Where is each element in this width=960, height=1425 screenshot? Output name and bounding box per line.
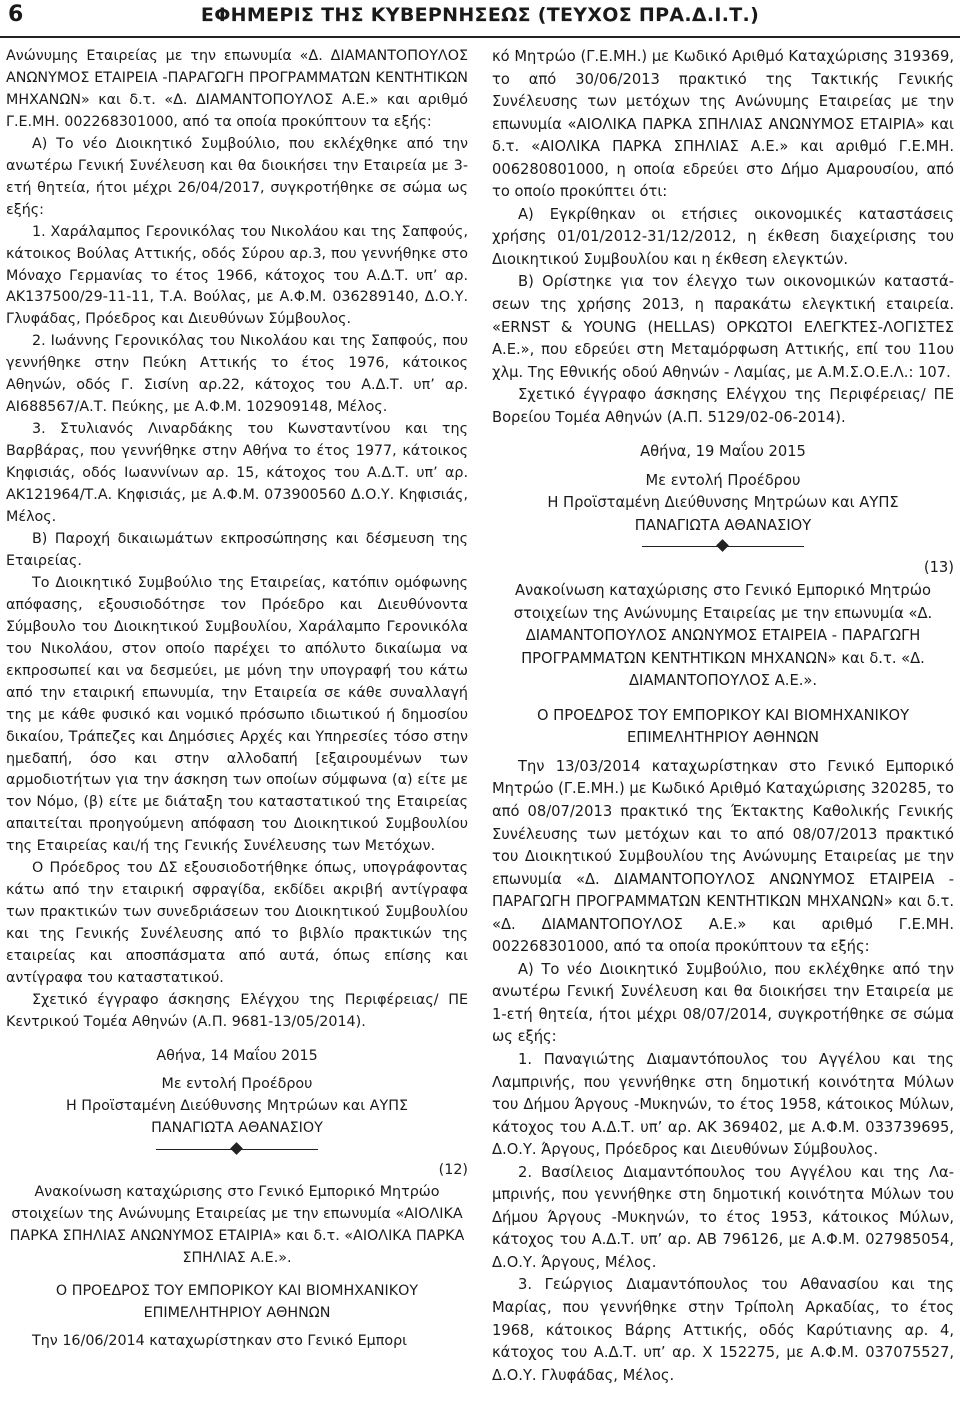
paragraph: Α) Το νέο Διοικητικό Συμβούλιο, που εκλέχθηκε από την ανωτέρω Γενική Συνέλευση και θα διοικήσει την Εταιρεία με 1-ετή θητεία, ήτοι μέχρι 08/07/2014, συγκροτήθηκε σε σώμα ως εξής: — [492, 960, 954, 1046]
paragraph: Β) Παροχή δικαιωμάτων εκπροσώπησης και δέσμευση της Εταιρείας. — [6, 530, 468, 569]
paragraph: Την 16/06/2014 καταχωρίστηκαν στο Γενικό Εμπορι — [32, 1333, 407, 1350]
signature-line: Με εντολή Προέδρου — [645, 471, 801, 489]
diamond-icon — [716, 540, 729, 553]
notice-heading: Ανακοίνωση καταχώρισης στο Γενικό Εμπορικό Μητρώο στοιχείων της Ανώνυμης Εταιρείας με την επωνυμία «ΑΙΟΛΙΚΑ ΠΑΡΚΑ ΣΠΗΛΙΑΣ ΑΝΩΝΥΜΟΣ ΕΤΑΙΡΙΑ» και δ.τ. «ΑΙΟΛΙΚΑ ΠΑΡΚΑ ΣΠΗΛΙΑΣ Α.Ε.». — [9, 1183, 465, 1266]
paragraph: Ανώνυμης Εταιρείας με την επωνυμία «Δ. ΔΙΑΜΑΝΤΟΠΟΥΛΟΣ ΑΝΩΝΥΜΟΣ ΕΤΑΙΡΕΙΑ -ΠΑΡΑΓΩΓΗ ΠΡΟΓΡΑΜΜΑΤΩΝ ΚΕΝΤΗΤΙΚΩΝ ΜΗΧΑΝΩΝ» και δ.τ. «Δ. ΔΙΑΜΑΝΤΟΠΟΥΛΟΣ Α.Ε.» και αριθμό Γ.Ε.ΜΗ. 002268301000, από τα οποία προκύπτουν τα εξής: — [6, 48, 468, 130]
signature-line: Η Προϊσταμένη Διεύθυνσης Μητρώων και ΑΥΠΣ — [66, 1097, 408, 1114]
paragraph: Α) Το νέο Διοικητικό Συμβούλιο, που εκλέχθηκε από την ανωτέρω Γενική Συνέλευση και θα διοικήσει την Εταιρεία με 3-ετή θητεία, ήτοι μέχρι 26/04/2017, συγκροτήθηκε σε σώμα ως εξής: — [6, 135, 468, 218]
paragraph: 3. Στυλιανός Λιναρδάκης του Κωνσταντίνου και της Βαρβάρας, που γεννήθηκε στην Αθήνα το έτος 1977, κάτοικος Κηφισιάς, οδός Ιωαννίνων αρ. 15, κάτοχος του Α.Δ.Τ. υπ’ αρ. ΑΚ121964/Τ.Α. Κηφισιάς, με Α.Φ.Μ. 073900560 Δ.Ο.Υ. Κηφισιάς, Μέλος. — [6, 421, 468, 526]
paragraph: Σχετικό έγγραφο άσκησης Ελέγχου της Περιφέρειας/ ΠΕ Κεντρικού Τομέα Αθηνών (Α.Π. 9681-13/05/2014). — [6, 991, 468, 1030]
chamber-title: ΕΠΙΜΕΛΗΤΗΡΙΟΥ ΑΘΗΝΩΝ — [627, 729, 819, 747]
right-column — [492, 46, 954, 1387]
signature-date: Αθήνα, 14 Μαΐου 2015 — [156, 1047, 318, 1064]
paragraph: 2. Ιωάννης Γερονικόλας του Νικολάου και της Σαπφούς, που γεννήθηκε στην Πεύκη Αττικής το έτος 1976, κάτοικος Αθηνών, οδός Γ. Σισίνη αρ.22, κάτοχος του Α.Δ.Τ. υπ’ αρ. ΑΙ688567/Α.Τ. Πεύκης, με Α.Φ.Μ. 102909148, Μέλος. — [6, 333, 468, 416]
paragraph: Α) Εγκρίθηκαν οι ετήσιες οικονομικές καταστάσεις χρήσης 01/01/2012-31/12/2012, η έκθεση διαχείρισης του Διοικητικού Συμβουλίου και η έκθεση ελεγκτών. — [492, 205, 954, 268]
chamber-title: Ο ΠΡΟΕΔΡΟΣ ΤΟΥ ΕΜΠΟΡΙΚΟΥ ΚΑΙ ΒΙΟΜΗΧΑΝΙΚΟΥ — [536, 706, 910, 724]
paragraph: 3. Γεώργιος Διαμαντόπουλος του Αθανασίου και της Μαρίας, που γεννήθηκε στην Τρίπολη Αρκαδίας, το έτος 1968, κάτοικος Βάρης Αττικής, οδός Καρύτιανης αρ. 4, κάτοχος του Α.Δ.Τ. υπ’ αρ. Χ 152275, με Α.Φ.Μ. 037075527, Δ.Ο.Υ. Γλυφάδας, Μέλος. — [492, 1276, 954, 1384]
paragraph: 2. Βασίλειος Διαμαντόπουλος του Αγγέλου και της Λαμπρινής, που γεννήθηκε στη δημοτική κοινότητα Μύλων του Δήμου Άργους -Μυκηνών, το έτος 1953, κάτοικος Μύλων, κάτοχος του Α.Δ.Τ. υπ’ αρ. ΑΒ 796126, με Α.Φ.Μ. 027985054, Δ.Ο.Υ. Άργους, Μέλος. — [492, 1163, 954, 1271]
paragraph: 1. Παναγιώτης Διαμαντόπουλος του Αγγέλου και της Λαμπρινής, που γεννήθηκε στη δημοτική κοινότητα Μύλων του Δήμου Άργους -Μυκηνών, το έτος 1958, κάτοικος Μύλων, κάτοχος του Α.Δ.Τ. υπ’ αρ. ΑΚ 369402, με Α.Φ.Μ. 033739695, Δ.Ο.Υ. Άργους, Πρόεδρος και Διευθύνων Σύμβουλος. — [492, 1050, 954, 1159]
notice-heading: Ανακοίνωση καταχώρισης στο Γενικό Εμπορικό Μητρώο στοιχείων της Ανώνυμης Εταιρείας με την επωνυμία «Δ. ΔΙΑΜΑΝΤΟΠΟΥΛΟΣ ΑΝΩΝΥΜΟΣ ΕΤΑΙΡΕΙΑ - ΠΑΡΑΓΩΓΗ ΠΡΟΓΡΑΜΜΑΤΩΝ ΚΕΝΤΗΤΙΚΩΝ ΜΗΧΑΝΩΝ» και δ.τ. «Δ. ΔΙΑΜΑΝΤΟΠΟΥΛΟΣ Α.Ε.». — [513, 582, 933, 690]
chamber-title: ΕΠΙΜΕΛΗΤΗΡΙΟΥ ΑΘΗΝΩΝ — [143, 1305, 331, 1322]
page-number: 6 — [8, 2, 24, 27]
gazette-title: ΕΦΗΜΕΡΙΣ ΤΗΣ ΚΥΒΕΡΝΗΣΕΩΣ (ΤΕΥΧΟΣ ΠΡΑ.Δ.Ι.Τ.) — [200, 4, 760, 26]
signature-line: Με εντολή Προέδρου — [161, 1075, 313, 1092]
notice-number: (13) — [923, 559, 954, 577]
page-header — [0, 0, 960, 40]
left-column — [6, 46, 468, 1353]
diamond-icon — [230, 1142, 243, 1155]
signature-line: Η Προϊσταμένη Διεύθυνσης Μητρώων και ΑΥΠΣ — [547, 494, 899, 512]
paragraph: 1. Χαράλαμπος Γερονικόλας του Νικολάου και της Σαπφούς, κάτοικος Βούλας Αττικής, οδός Σύρου αρ.3, που γεννήθηκε στο Μόναχο Γερμανίας το έτος 1966, κάτοχος του Α.Δ.Τ. υπ’ αρ. ΑΚ137500/29-11-11, Τ.Α. Βούλας, με Α.Φ.Μ. 036289140, Δ.Ο.Υ. Γλυφάδας, Πρόεδρος και Διευθύνων Σύμβουλος. — [6, 223, 468, 328]
paragraph: Β) Ορίστηκε για τον έλεγχο των οικονομικών καταστάσεων της χρήσης 2013, η παρακάτω ελεγκτική εταιρεία. «ERNST & YOUNG (HELLAS) ΟΡΚΩΤΟΙ ΕΛΕΓΚΤΕΣ-ΛΟΓΙΣΤΕΣ Α.Ε.», που εδρεύει στη Μεταμόρφωση Αττικής, επί του 11ου χλμ. Της Εθνικής οδού Αθηνών - Λαμίας, με Α.Μ.Σ.Ο.Ε.Λ.: 107. — [492, 273, 954, 381]
paragraph: κό Μητρώο (Γ.Ε.ΜΗ.) με Κωδικό Αριθμό Καταχώρισης 319369, το από 30/06/2013 πρακτικό της Τακτικής Γενικής Συνέλευσης των μετόχων της Ανώνυμης Εταιρείας με την επωνυμία «ΑΙΟΛΙΚΑ ΠΑΡΚΑ ΣΠΗΛΙΑΣ ΑΝΩΝΥΜΟΣ ΕΤΑΙΡΙΑ» και δ.τ. «ΑΙΟΛΙΚΑ ΠΑΡΚΑ ΣΠΗΛΙΑΣ Α.Ε.» και αριθμό Γ.Ε.ΜΗ. 006280801000, η οποία εδρεύει στο Δήμο Αμαρουσίου, από το οποίο προκύπτει ότι: — [492, 48, 954, 201]
paragraph: Το Διοικητικό Συμβούλιο της Εταιρείας, κατόπιν ομόφωνης απόφασης, εξουσιοδότησε τον Πρόεδρο και Διευθύνοντα Σύμβουλο του Διοικητικού Συμβουλίου, Χαράλαμπο Γερονικόλα του Νικολάου, στον οποίο παρέχει το απόλυτο δικαίωμα να εκπροσωπεί και να δεσμεύει, με μόνη την υπογραφή του κάτω από την εταιρική επωνυμία, την Εταιρεία σε κάθε συναλλαγή της με κάθε φυσικό και νομικό πρόσωπο ιδιωτικού ή δημοσίου δικαίου, Τράπεζες και Δημόσιες Αρχές και Υπηρεσίες τόσο στην ημεδαπή, όσο και στην αλλοδαπή [εξαιρουμένων των αρμοδιοτήτων για την άσκηση των οποίων σύμφωνα (α) είτε με τον Νόμο, (β) είτε με διάταξη του καταστατικού της Εταιρείας απαιτείται προηγούμενη απόφαση του Διοικητικού Συμβουλίου της Εταιρείας και/ή της Γενικής Συνέλευσης των Μετόχων. — [6, 574, 468, 855]
signature-date: Αθήνα, 19 Μαΐου 2015 — [640, 443, 806, 461]
paragraph: Ο Πρόεδρος του ΔΣ εξουσιοδοτήθηκε όπως, υπογράφοντας κάτω από την εταιρική σφραγίδα, εκδίδει ακριβή αντίγραφα των πρακτικών των συνεδριάσεων του Διοικητικού Συμβουλίου και της Γενικής Συνέλευσης από το βιβλίο πρακτικών της εταιρείας και αποσπάσματα από αυτά, όπως επίσης και αντίγραφα του καταστατικού. — [6, 860, 468, 987]
header-rule — [0, 36, 960, 38]
section-divider — [492, 539, 954, 553]
signature-name: ΠΑΝΑΓΙΩΤΑ ΑΘΑΝΑΣΙΟΥ — [634, 516, 812, 534]
signature-name: ΠΑΝΑΓΙΩΤΑ ΑΘΑΝΑΣΙΟΥ — [151, 1119, 323, 1136]
chamber-title: Ο ΠΡΟΕΔΡΟΣ ΤΟΥ ΕΜΠΟΡΙΚΟΥ ΚΑΙ ΒΙΟΜΗΧΑΝΙΚΟΥ — [55, 1283, 419, 1300]
notice-number: (12) — [438, 1161, 468, 1178]
paragraph: Σχετικό έγγραφο άσκησης Ελέγχου της Περιφέρειας/ ΠΕ Βορείου Τομέα Αθηνών (Α.Π. 5129/02-06-2014). — [492, 386, 954, 426]
paragraph: Την 13/03/2014 καταχωρίστηκαν στο Γενικό Εμπορικό Μητρώο (Γ.Ε.ΜΗ.) με Κωδικό Αριθμό Καταχώρισης 320285, το από 08/07/2013 πρακτικό της Έκτακτης Καθολικής Γενικής Συνέλευσης των μετόχων και το από 08/07/2013 πρακτικό του Διοικητικού Συμβουλίου της Ανώνυμης Εταιρείας με την επωνυμία «Δ. ΔΙΑΜΑΝΤΟΠΟΥΛΟΣ ΑΝΩΝΥΜΟΣ ΕΤΑΙΡΕΙΑ - ΠΑΡΑΓΩΓΗ ΠΡΟΓΡΑΜΜΑΤΩΝ ΚΕΝΤΗΤΙΚΩΝ ΜΗΧΑΝΩΝ» και δ.τ. «Δ. ΔΙΑΜΑΝΤΟΠΟΥΛΟΣ Α.Ε.» και αριθμό Γ.Ε.ΜΗ. 002268301000, από τα οποία προκύπτουν τα εξής: — [492, 757, 954, 956]
section-divider — [6, 1142, 468, 1156]
